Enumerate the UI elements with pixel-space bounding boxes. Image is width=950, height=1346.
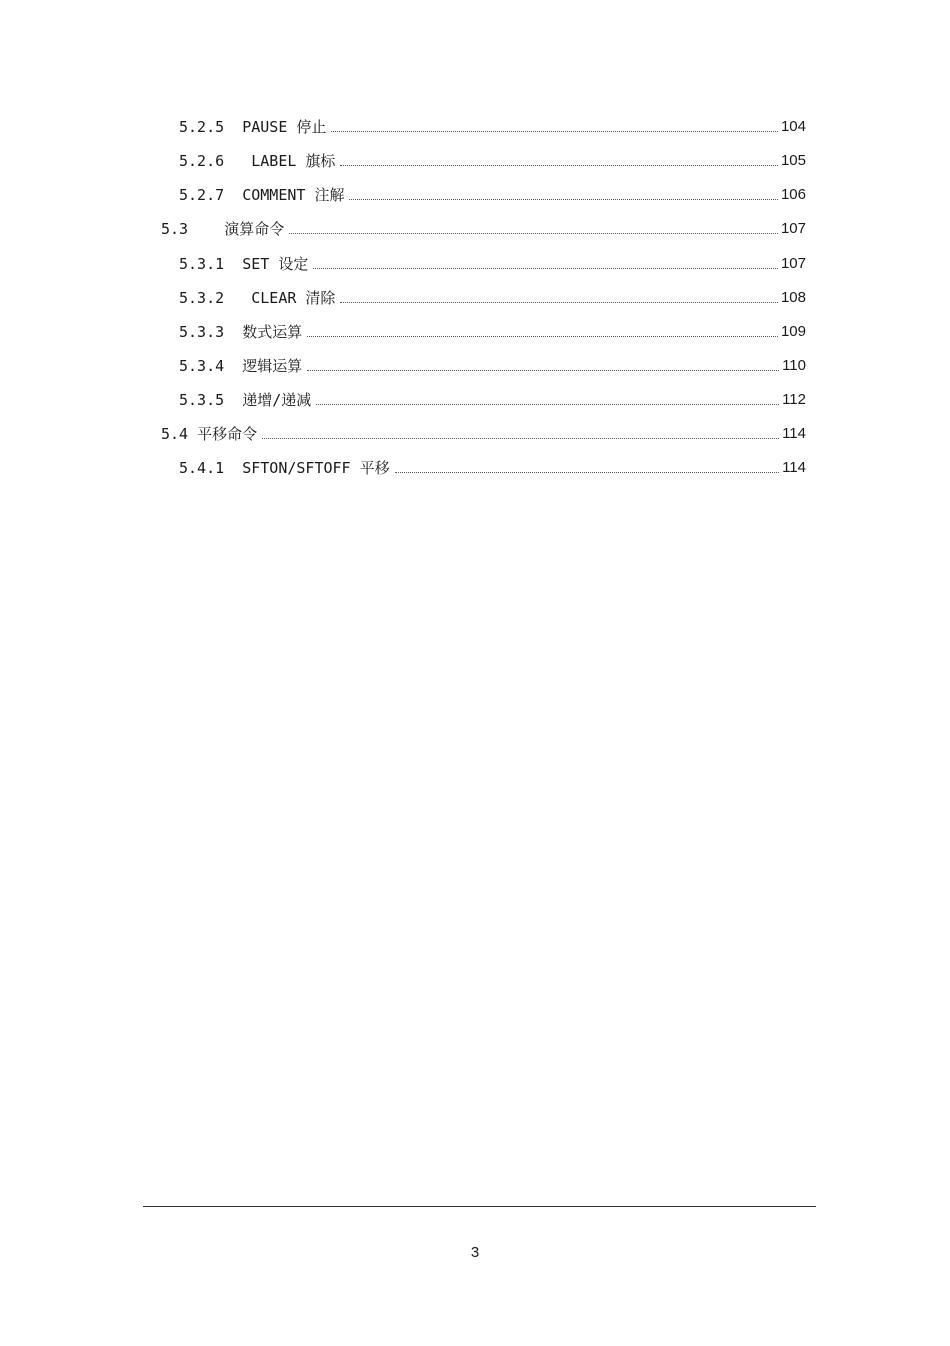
toc-entry-page: 107 <box>780 220 806 237</box>
dot-leader <box>340 301 778 303</box>
toc-entry-page: 108 <box>780 289 806 306</box>
toc-entry-page: 104 <box>780 118 806 135</box>
toc-entry-number: 5.2.5 <box>179 118 243 136</box>
toc-entry-title: SET 设定 <box>242 255 309 273</box>
toc-entry-title: COMMENT 注解 <box>242 186 345 204</box>
toc-entry-title: LABEL 旗标 <box>251 152 336 170</box>
toc-entry[interactable] <box>179 253 806 275</box>
toc-entry-page: 109 <box>780 323 806 340</box>
toc-entry[interactable] <box>161 218 806 240</box>
dot-leader <box>307 369 779 371</box>
toc-entry[interactable] <box>179 389 806 411</box>
toc-entry-title: 演算命令 <box>224 220 285 238</box>
page-number: 3 <box>470 1244 480 1261</box>
toc-entry-number: 5.3.3 <box>179 323 243 341</box>
toc-entry-number: 5.3.5 <box>179 391 243 409</box>
toc-entry[interactable] <box>179 355 806 377</box>
footer-divider <box>143 1206 816 1207</box>
toc-entry[interactable] <box>179 184 806 206</box>
toc-entry-title: 逻辑运算 <box>242 357 303 375</box>
toc-entry-number: 5.2.7 <box>179 186 243 204</box>
dot-leader <box>313 267 778 269</box>
toc-entry-page: 114 <box>782 425 806 442</box>
toc-entry-page: 105 <box>780 152 806 169</box>
toc-entry[interactable] <box>179 287 806 309</box>
toc-entry-number: 5.4.1 <box>179 459 243 477</box>
toc-entry[interactable] <box>161 423 806 445</box>
toc-entry-page: 112 <box>782 391 806 408</box>
toc-entry-page: 114 <box>782 459 806 476</box>
toc-entry-page: 107 <box>780 255 806 272</box>
dot-leader <box>395 471 779 473</box>
dot-leader <box>262 437 779 439</box>
toc-entry-number: 5.3.4 <box>179 357 243 375</box>
dot-leader <box>340 164 778 166</box>
toc-entry[interactable] <box>179 116 806 138</box>
dot-leader <box>316 403 779 405</box>
toc-entry-number: 5.3.1 <box>179 255 243 273</box>
toc-entry-title: PAUSE 停止 <box>242 118 327 136</box>
toc-entry-number: 5.2.6 <box>179 152 252 170</box>
toc-entry[interactable] <box>179 321 806 343</box>
toc-entry-title: SFTON/SFTOFF 平移 <box>242 459 390 477</box>
toc-entry-title: CLEAR 清除 <box>251 289 336 307</box>
toc-entry-number: 5.3 <box>161 220 225 238</box>
toc-entry-page: 110 <box>782 357 806 374</box>
toc-entry-title: 平移命令 <box>197 425 258 443</box>
toc-entry-page: 106 <box>780 186 806 203</box>
dot-leader <box>349 198 778 200</box>
toc-entry[interactable] <box>179 150 806 172</box>
dot-leader <box>307 335 778 337</box>
toc-entry[interactable] <box>179 457 806 479</box>
dot-leader <box>289 232 778 234</box>
toc-entry-number: 5.3.2 <box>179 289 252 307</box>
toc-entry-title: 数式运算 <box>242 323 303 341</box>
toc-entry-title: 递增/递减 <box>242 391 312 409</box>
toc-entry-number: 5.4 <box>161 425 198 443</box>
dot-leader <box>331 130 778 132</box>
